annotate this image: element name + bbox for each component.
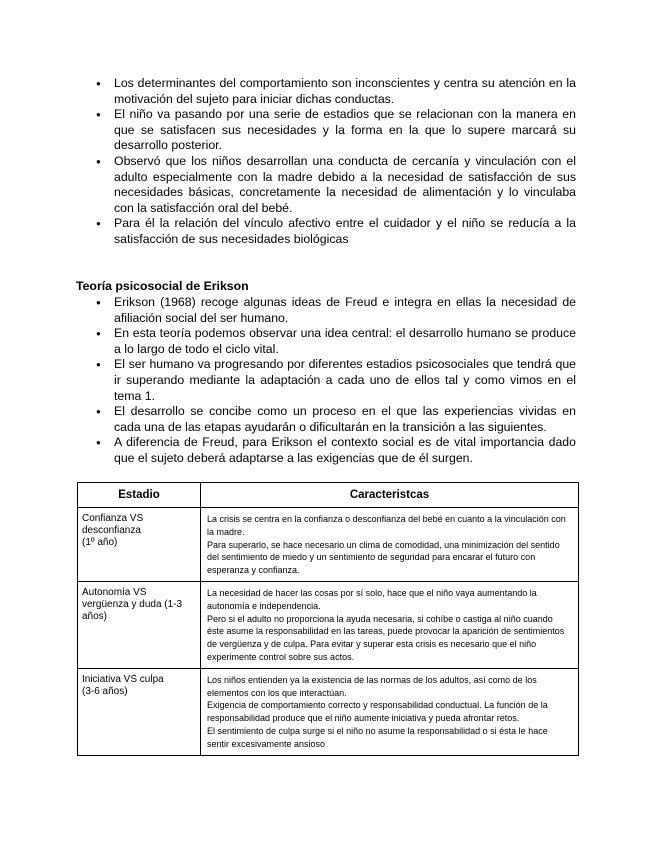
characteristics-paragraph: Los niños entienden ya la existencia de las normas de los adultos, así como de los elementos con los que interactúan. [207,674,537,698]
stage-line: (1º año) [82,537,118,549]
list-item: ● A diferencia de Freud, para Erikson el contexto social es de vital importancia dado que el sujeto deberá adaptarse a las exigencias que de él surgen. [76,435,576,466]
characteristics-cell [201,668,579,755]
stage-line: desconfianza [82,525,141,537]
freud-bullet-list [76,76,576,248]
stage-cell [78,668,201,755]
section-heading: Teoría psicosocial de Erikson [76,279,249,293]
table-header-row [78,483,579,508]
column-header-stage: Estadio [78,483,201,508]
characteristics-paragraph: La crisis se centra en la confianza o desconfianza del bebé en cuanto a la vinculación con la madre. [207,514,566,537]
characteristics-cell [201,581,579,668]
list-item: ● Observó que los niños desarrollan una conducta de cercanía y vinculación con el adulto especialmente con la madre debido a la necesidad de satisfacción de sus necesidades básicas, concretamente la necesidad de alimentación y lo vinculaba con la satisfacción oral del bebé. [76,154,576,216]
table-row [78,508,579,582]
list-item: ● El niño va pasando por una serie de estadios que se relacionan con la manera en que se satisfacen sus necesidades y la forma en la que lo supere marcará su desarrollo posterior. [76,107,576,154]
table-row [78,581,579,668]
list-item: ● El desarrollo se concibe como un proceso en el que las experiencias vividas en cada una de las etapas ayudarán o dificultarán en la transición a las siguientes. [76,404,576,435]
erikson-bullet-list [76,295,576,467]
stage-line: vergüenza y duda (1-3 [82,599,183,611]
characteristics-paragraph: Pero si el adulto no proporciona la ayuda necesaria, si cohíbe o castiga al niño cuando éste asume la responsabilidad en las tareas, puede provocar la aparición de sentimientos de vergüenza y de culpa. Para evitar y superar esta crisis es necesario que el niño experimente control sobre sus actos. [207,613,565,662]
stage-line: (3-6 años) [82,685,128,697]
list-item: ● En esta teoría podemos observar una idea central: el desarrollo humano se produce a lo largo de todo el ciclo vital. [76,326,576,357]
stage-cell [78,581,201,668]
list-item: ● El ser humano va progresando por diferentes estadios psicosociales que tendrá que ir superando mediante la adaptación a cada uno de ellos tal y como vimos en el tema 1. [76,357,576,404]
erikson-stages-table [77,482,579,756]
characteristics-cell [201,508,579,582]
characteristics-paragraph: Exigencia de comportamiento correcto y responsabilidad conductual. La función de la responsabilidad produce que el niño aumente iniciativa y pueda afrontar retos. [207,700,548,724]
stage-line: Autonomía VS [82,586,147,598]
stage-line: Iniciativa VS culpa [82,673,164,685]
stage-line: años) [82,611,108,623]
stage-line: Confianza VS [82,513,144,524]
stage-cell [78,508,201,582]
list-item: ● Los determinantes del comportamiento son inconscientes y centra su atención en la motivación del sujeto para iniciar dichas conductas. [76,76,576,107]
table-row [78,668,579,755]
column-header-characteristics: Caracteristcas [201,483,579,508]
list-item: ● Erikson (1968) recoge algunas ideas de Freud e integra en ellas la necesidad de afiliación social del ser humano. [76,295,576,326]
characteristics-paragraph: El sentimiento de culpa surge si el niño no asume la responsabilidad o si ésta le hace sentir excesivamente ansioso [207,725,548,749]
characteristics-paragraph: Para superarlo, se hace necesario un clima de comodidad, una minimización del sentido del sentimiento de miedo y un sentimiento de seguridad para encarar el futuro con esperanza y confianza. [207,539,560,576]
list-item: ● Para él la relación del vínculo afectivo entre el cuidador y el niño se reducía a la satisfacción de sus necesidades biológicas [76,216,576,247]
characteristics-paragraph: La necesidad de hacer las cosas por sí solo, hace que el niño vaya aumentando la autonomía e independencia. [207,587,537,611]
